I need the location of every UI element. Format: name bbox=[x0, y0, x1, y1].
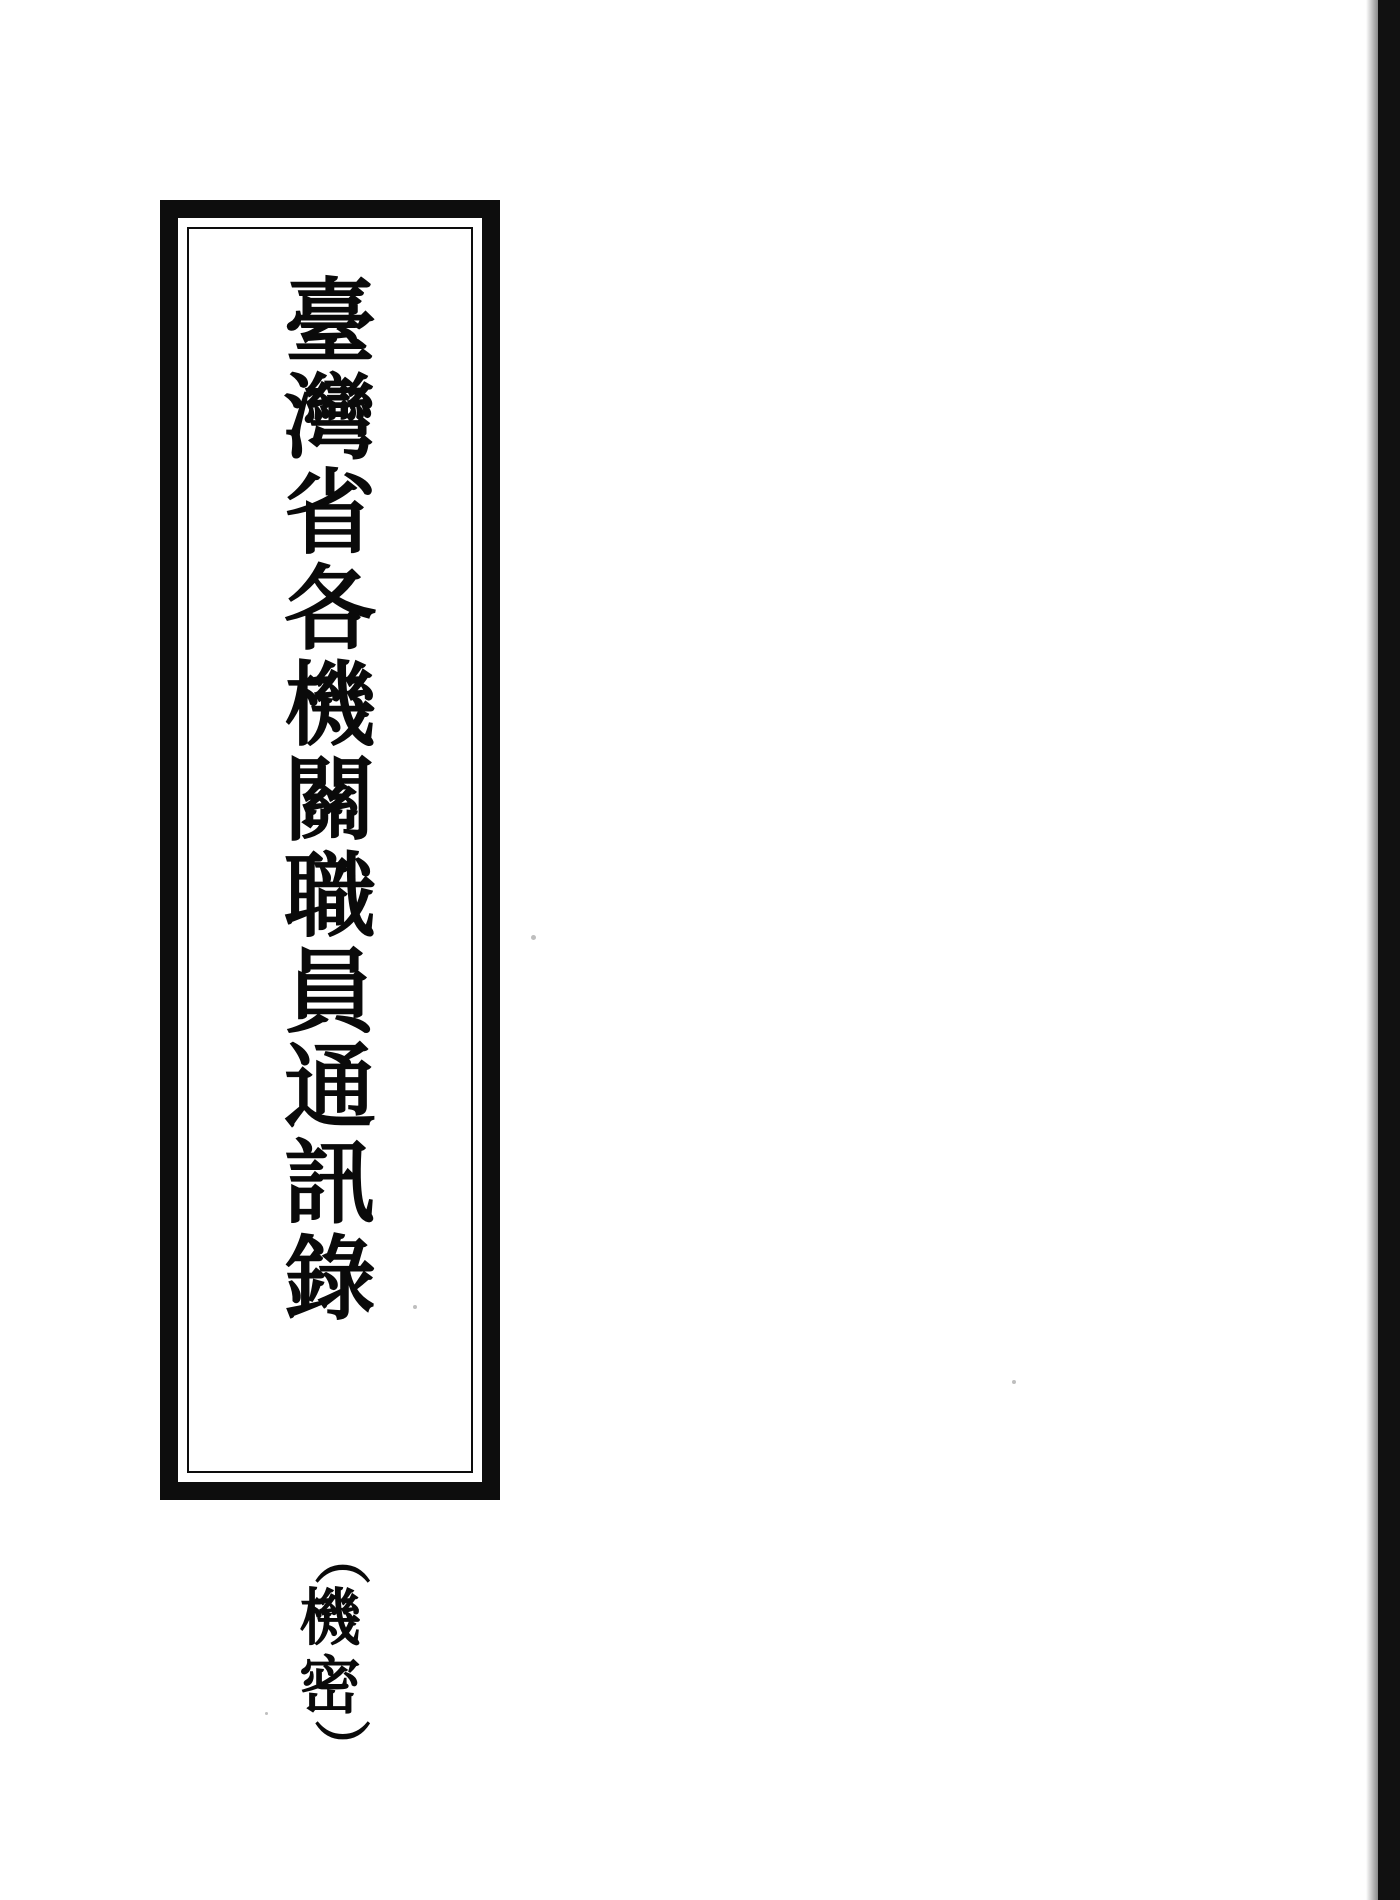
classification-mark bbox=[255, 1530, 405, 1774]
title-cartouche-border-outer bbox=[174, 214, 486, 1486]
scan-speckle bbox=[265, 1712, 268, 1715]
classification-char: 機 bbox=[298, 1581, 361, 1654]
scan-edge-strip bbox=[1378, 0, 1400, 1900]
scan-speckle bbox=[531, 935, 536, 940]
title-char: 灣 bbox=[283, 363, 376, 472]
title-char: 職 bbox=[283, 842, 376, 951]
scan-gutter-shadow bbox=[1366, 0, 1378, 1900]
title-char: 訊 bbox=[283, 1129, 376, 1238]
title-char: 臺 bbox=[283, 268, 376, 376]
scan-speckle bbox=[413, 1305, 417, 1309]
classification-close-paren: ） bbox=[307, 1719, 373, 1776]
title-char: 關 bbox=[283, 746, 376, 855]
classification-open-paren: （ bbox=[307, 1529, 373, 1585]
title-char: 通 bbox=[283, 1033, 376, 1142]
title-char: 省 bbox=[283, 459, 376, 568]
title-char: 員 bbox=[283, 937, 376, 1046]
classification-char: 密 bbox=[298, 1649, 361, 1723]
title-cartouche-border-inner bbox=[187, 227, 473, 1473]
vertical-title-text bbox=[189, 229, 471, 1471]
title-char: 機 bbox=[283, 650, 376, 759]
title-cartouche-frame bbox=[160, 200, 500, 1500]
title-char: 錄 bbox=[283, 1224, 376, 1333]
title-char: 各 bbox=[283, 555, 376, 664]
scan-speckle bbox=[1012, 1380, 1016, 1384]
